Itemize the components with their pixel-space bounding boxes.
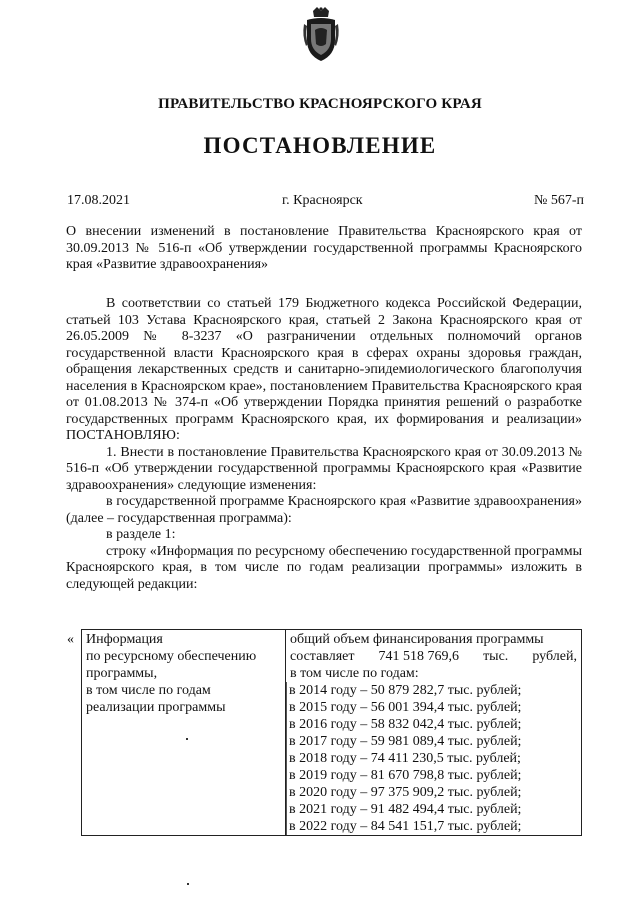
document-number: № 567-п bbox=[533, 193, 584, 208]
table-row bbox=[82, 630, 582, 836]
scan-speck bbox=[187, 883, 189, 885]
funding-total-amount: 741 518 769,6 bbox=[378, 649, 460, 664]
row-title-line: программы, bbox=[86, 666, 158, 681]
preamble-paragraph: В соответствии со статьей 179 Бюджетного кодекса Российской Федерации, статьей 103 Устава Красноярского края, статьей 2 Закона Красноярского края от 26.05.2009 № 8-3237 «О разграничении отдельных полномочий органов государственной власти Красноярского края в сферах охраны здоровья граждан, обращения лекарственных средств и санитарно-эпидемиологического благополучия населения в Красноярском крае», постановлением Правительства Красноярского края от 01.08.2013 № 374-п «Об утверждении Порядка принятия решений о разработке государственных программ Красноярского края, их формирования и реализации» ПОСТАНОВЛЯЮ: bbox=[66, 296, 582, 443]
row-title-cell bbox=[82, 630, 286, 836]
funding-total-currency: рублей, bbox=[532, 649, 577, 664]
row-title-line: реализации программы bbox=[86, 700, 226, 715]
funding-year-line: в 2017 году – 59 981 089,4 тыс. рублей; bbox=[286, 733, 577, 750]
section-paragraph: в разделе 1: bbox=[106, 527, 176, 542]
document-date: 17.08.2021 bbox=[67, 193, 130, 208]
document-city: г. Красноярск bbox=[282, 193, 363, 208]
in-program-paragraph: в государственной программе Красноярского края «Развитие здравоохранения» (далее – государственная программа): bbox=[66, 494, 582, 526]
funding-cell bbox=[286, 630, 582, 836]
document-body bbox=[66, 296, 582, 593]
funding-total-unit: тыс. bbox=[483, 649, 509, 664]
document-type-title: ПОСТАНОВЛЕНИЕ bbox=[203, 133, 437, 158]
document-subject: О внесении изменений в постановление Правительства Красноярского края от 30.09.2013 № 516-п «Об утверждении государственной программы Красноярского края «Развитие здравоохранения» bbox=[66, 224, 582, 272]
row-intro-paragraph: строку «Информация по ресурсному обеспечению государственной программы Красноярского края, в том числе по годам реализации программы» изложить в следующей редакции: bbox=[66, 543, 582, 592]
funding-year-line: в 2019 году – 81 670 798,8 тыс. рублей; bbox=[286, 767, 577, 784]
funding-total-word: составляет bbox=[290, 649, 355, 664]
resource-info-table bbox=[81, 629, 582, 836]
funding-year-line: в 2021 году – 91 482 494,4 тыс. рублей; bbox=[286, 801, 577, 818]
funding-year-line: в 2022 году – 84 541 151,7 тыс. рублей; bbox=[286, 818, 577, 835]
funding-total-line bbox=[290, 648, 577, 665]
opening-quote-mark: « bbox=[67, 632, 74, 647]
scan-speck bbox=[186, 738, 188, 740]
funding-intro-line: общий объем финансирования программы bbox=[290, 632, 544, 647]
funding-year-line: в 2015 году – 56 001 394,4 тыс. рублей; bbox=[286, 699, 577, 716]
row-title-line: в том числе по годам bbox=[86, 683, 211, 698]
row-title-line: Информация bbox=[86, 632, 163, 647]
organization-name: ПРАВИТЕЛЬСТВО КРАСНОЯРСКОГО КРАЯ bbox=[158, 96, 482, 112]
funding-by-year-label: в том числе по годам: bbox=[290, 666, 419, 681]
funding-year-line: в 2018 году – 74 411 230,5 тыс. рублей; bbox=[286, 750, 577, 767]
item-1-paragraph: 1. Внести в постановление Правительства Красноярского края от 30.09.2013 № 516-п «Об утверждении государственной программы Красноярского края «Развитие здравоохранения» следующие изменения: bbox=[66, 444, 582, 493]
funding-year-line: в 2020 году – 97 375 909,2 тыс. рублей; bbox=[286, 784, 577, 801]
row-title-line: по ресурсному обеспечению bbox=[86, 649, 257, 664]
funding-year-line: в 2016 году – 58 832 042,4 тыс. рублей; bbox=[286, 716, 577, 733]
funding-year-line: в 2014 году – 50 879 282,7 тыс. рублей; bbox=[286, 682, 577, 699]
krasnoyarsk-coat-of-arms-icon bbox=[302, 6, 340, 64]
